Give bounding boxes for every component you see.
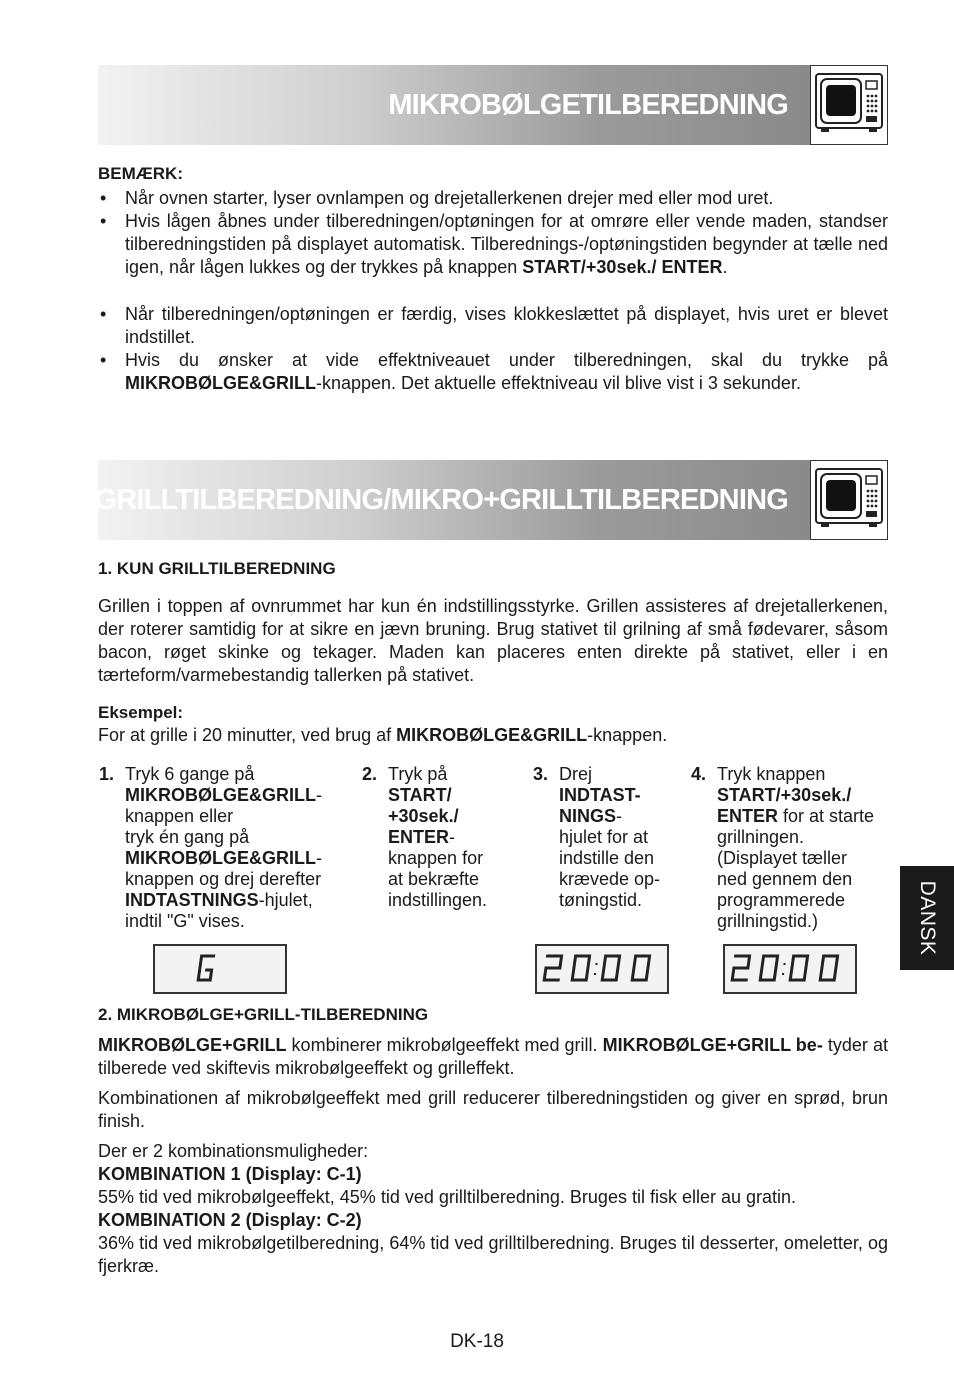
example-text: For at grille i 20 minutter, ved brug af MIKROBØLGE&GRILL-knappen. [98,725,668,745]
lcd-display [723,944,857,994]
paragraph: Der er 2 kombinationsmuligheder: [98,1141,369,1161]
svg-text:20:00: 20:00 [537,946,540,947]
combination-1-heading: KOMBINATION 1 (Display: C-1) [98,1164,362,1184]
microwave-icon [810,65,888,145]
combination-2-heading: KOMBINATION 2 (Display: C-2) [98,1210,362,1230]
combination-2-text: 36% tid ved mikrobølgetilberedning, 64% tid ved grilltilberedning. Bruges til desserter, omeletter, og fjerkræ. [98,1233,888,1276]
paragraph: MIKROBØLGE+GRILL kombinerer mikrobølgeeffekt med grill. MIKROBØLGE+GRILL be- tyder at tilberede ved skiftevis mikrobølgeeffekt og grilleffekt. [98,1035,888,1078]
lcd-display [153,944,287,994]
note-heading: BEMÆRK: [98,164,183,183]
svg-text:20:00: 20:00 [725,946,728,947]
subsection-heading: 1. KUN GRILLTILBEREDNING [98,559,336,578]
lcd-display [535,944,669,994]
section-title: MIKROBØLGETILBEREDNING [388,89,788,121]
paragraph: Grillen i toppen af ovnrummet har kun én indstillingsstyrke. Grillen assisteres af drejetallerkenen, der roterer samtidig for at sikre en jævn bruning. Brug stativet til grilning af små fødevarer, såsom bacon, røget skinke og tekager. Maden kan placeres enten direkte på stativet, eller i en tærteform/varmebestandig tallerken på stativet. [98,596,888,685]
section-banner-microwave [98,65,810,145]
language-tab-label: DANSK [916,880,939,956]
svg-text:G: G [155,946,156,947]
subsection-heading: 2. MIKROBØLGE+GRILL-TILBEREDNING [98,1005,429,1024]
section-banner-grill [94,460,810,540]
microwave-icon [810,460,888,540]
page-number: DK-18 [450,1331,504,1352]
combination-1-text: 55% tid ved mikrobølgeeffekt, 45% tid ved grilltilberedning. Bruges til fisk eller au gratin. [98,1187,797,1207]
language-tab [900,866,954,970]
section-title: GRILLTILBEREDNING/MIKRO+GRILLTILBEREDNING [94,484,788,516]
paragraph: Kombinationen af mikrobølgeeffekt med grill reducerer tilberedningstiden og giver en sprød, brun finish. [98,1088,888,1131]
example-heading: Eksempel: [98,703,184,722]
